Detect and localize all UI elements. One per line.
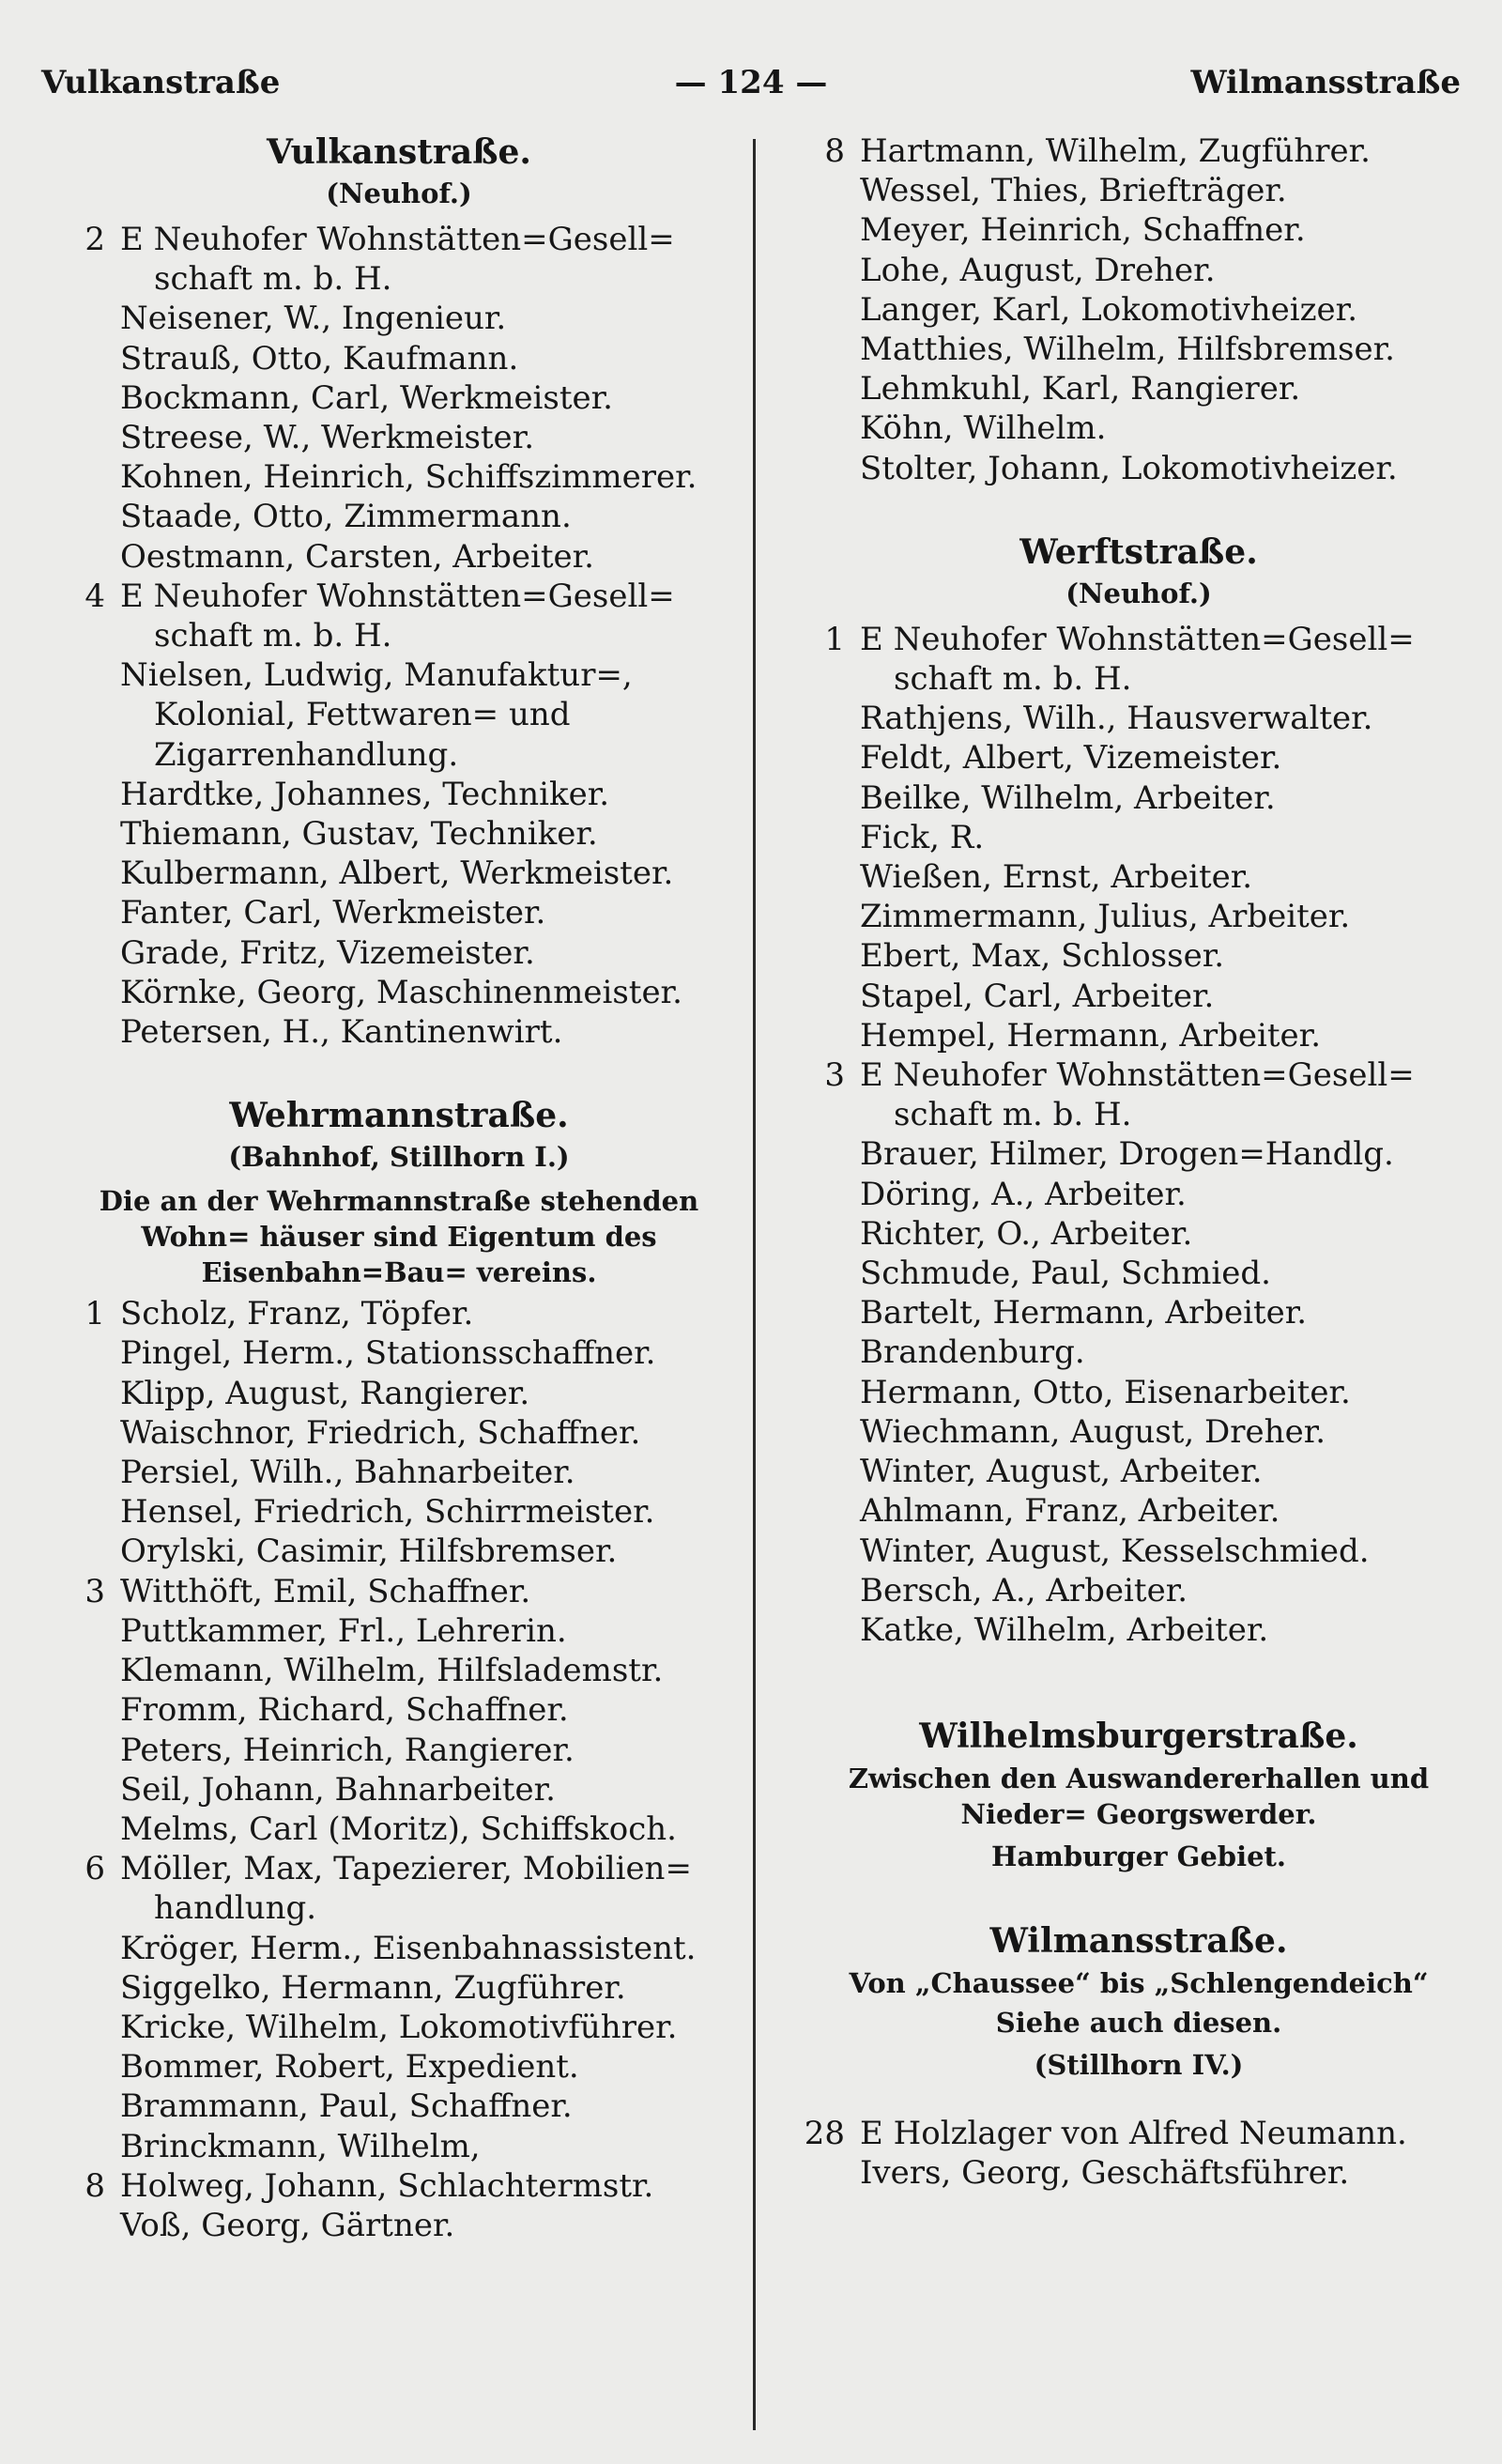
resident-line: Richter, O., Arbeiter. xyxy=(860,1214,1193,1253)
resident-line: Hartmann, Wilhelm, Zugführer. xyxy=(860,132,1371,170)
section-wilhelmsburgerstrasse xyxy=(796,1716,1481,1877)
resident-line: Staade, Otto, Zimmermann. xyxy=(120,498,572,536)
entry-line: E Neuhofer Wohnstätten=Gesell= xyxy=(120,221,675,258)
resident-line: Körnke, Georg, Maschinenmeister. xyxy=(120,973,682,1011)
resident-line: handlung. xyxy=(154,1889,317,1928)
resident-line: Streese, W., Werkmeister. xyxy=(120,419,535,457)
column-divider xyxy=(753,139,756,2430)
resident-line: Peters, Heinrich, Rangierer. xyxy=(120,1731,575,1769)
right-column xyxy=(796,131,1481,2194)
resident-line: Fromm, Richard, Schaffner. xyxy=(120,1691,569,1730)
resident-line: Fanter, Carl, Werkmeister. xyxy=(120,894,546,932)
entry-line: schaft m. b. H. xyxy=(154,260,392,299)
street-area: (Stillhorn IV.) xyxy=(1034,2049,1244,2082)
resident-line: Möller, Max, Tapezierer, Mobilien= xyxy=(120,1850,692,1888)
house-entry xyxy=(56,1294,742,1571)
resident-line: Kulbermann, Albert, Werkmeister. xyxy=(120,855,674,893)
resident-line: Nielsen, Ludwig, Manufaktur=, xyxy=(120,656,633,695)
resident-line: Kolonial, Fettwaren= und xyxy=(154,696,571,734)
house-number: 3 xyxy=(824,1056,845,1095)
street-title: Wilmansstraße. xyxy=(989,1921,1288,1962)
resident-line: Ivers, Georg, Geschäftsführer. xyxy=(860,2154,1350,2193)
resident-line: Scholz, Franz, Töpfer. xyxy=(120,1295,474,1333)
resident-line: Beilke, Wilhelm, Arbeiter. xyxy=(860,778,1276,817)
resident-line: Thiemann, Gustav, Techniker. xyxy=(120,815,598,854)
resident-line: Strauß, Otto, Kaufmann. xyxy=(120,339,519,377)
street-title: Vulkanstraße. xyxy=(267,132,531,172)
house-number: 6 xyxy=(84,1850,105,1888)
entry-line: schaft m. b. H. xyxy=(894,660,1132,699)
section-vulkanstrasse xyxy=(56,131,742,1052)
entry-line: E Holzlager von Alfred Neumann. xyxy=(860,2115,1407,2153)
resident-line: Matthies, Wilhelm, Hilfsbremser. xyxy=(860,331,1395,369)
resident-line: Kricke, Wilhelm, Lokomotivführer. xyxy=(120,2008,678,2046)
resident-line: Stolter, Johann, Lokomotivheizer. xyxy=(860,449,1398,487)
house-entry xyxy=(56,2166,742,2245)
resident-line: Kohnen, Heinrich, Schiffszimmerer. xyxy=(120,458,697,497)
resident-line: Wießen, Ernst, Arbeiter. xyxy=(860,858,1253,897)
resident-line: Hermann, Otto, Eisenarbeiter. xyxy=(860,1373,1351,1411)
section-wehrmannstrasse xyxy=(56,1095,742,2245)
house-entry xyxy=(56,577,742,1052)
resident-line: Zimmermann, Julius, Arbeiter. xyxy=(860,898,1351,936)
section-werftstrasse xyxy=(796,531,1481,1650)
resident-line: Wessel, Thies, Briefträger. xyxy=(860,172,1287,210)
house-number: 8 xyxy=(84,2166,105,2205)
resident-line: Brandenburg. xyxy=(860,1333,1085,1372)
house-number: 28 xyxy=(804,2115,845,2153)
entry-line: E Neuhofer Wohnstätten=Gesell= xyxy=(120,577,675,615)
resident-line: Stapel, Carl, Arbeiter. xyxy=(860,977,1215,1015)
resident-line: Orylski, Casimir, Hilfsbremser. xyxy=(120,1532,618,1571)
house-number: 1 xyxy=(84,1295,105,1333)
resident-line: Zigarrenhandlung. xyxy=(154,735,459,774)
resident-line: Melms, Carl (Moritz), Schiffskoch. xyxy=(120,1810,677,1848)
house-entry xyxy=(796,131,1481,488)
street-title: Wehrmannstraße. xyxy=(229,1096,569,1136)
resident-line: Meyer, Heinrich, Schaffner. xyxy=(860,211,1306,250)
resident-line: Wiechmann, August, Dreher. xyxy=(860,1412,1326,1451)
resident-line: Bersch, A., Arbeiter. xyxy=(860,1571,1188,1609)
resident-line: Brammann, Paul, Schaffner. xyxy=(120,2087,573,2126)
resident-line: Witthöft, Emil, Schaffner. xyxy=(120,1572,531,1610)
resident-line: Schmude, Paul, Schmied. xyxy=(860,1255,1271,1293)
house-entry xyxy=(56,1572,742,1849)
street-area: (Bahnhof, Stillhorn I.) xyxy=(228,1141,570,1174)
house-number: 8 xyxy=(824,132,845,170)
house-number: 3 xyxy=(84,1572,105,1610)
resident-line: Döring, A., Arbeiter. xyxy=(860,1175,1187,1213)
resident-line: Waischnor, Friedrich, Schaffner. xyxy=(120,1413,641,1452)
resident-line: Langer, Karl, Lokomotivheizer. xyxy=(860,290,1358,329)
resident-line: Brauer, Hilmer, Drogen=Handlg. xyxy=(860,1135,1394,1174)
house-number: 1 xyxy=(824,620,845,658)
resident-line: Brinckmann, Wilhelm, xyxy=(120,2127,481,2165)
resident-line: Bockmann, Carl, Werkmeister. xyxy=(120,378,613,417)
section-wilmansstrasse xyxy=(796,1920,1481,2193)
resident-line: Hensel, Friedrich, Schirrmeister. xyxy=(120,1493,655,1532)
resident-line: Klipp, August, Rangierer. xyxy=(120,1374,530,1412)
street-note: Die an der Wehrmannstraße stehenden Wohn= häuser sind Eigentum des Eisenbahn=Bau= vereins. xyxy=(99,1185,699,1289)
resident-line: Siggelko, Hermann, Zugführer. xyxy=(120,1968,626,2007)
resident-line: Voß, Georg, Gärtner. xyxy=(120,2206,455,2244)
resident-line: Oestmann, Carsten, Arbeiter. xyxy=(120,537,594,576)
resident-line: Persiel, Wilh., Bahnarbeiter. xyxy=(120,1454,575,1492)
street-note: Von „Chaussee“ bis „Schlengendeich“ xyxy=(849,1967,1429,2000)
entry-line: E Neuhofer Wohnstätten=Gesell= xyxy=(860,620,1415,658)
entry-line: E Neuhofer Wohnstätten=Gesell= xyxy=(860,1056,1415,1095)
entry-line: schaft m. b. H. xyxy=(894,1096,1132,1134)
house-entry xyxy=(796,2114,1481,2193)
resident-line: Ahlmann, Franz, Arbeiter. xyxy=(860,1492,1280,1531)
resident-line: Hardtke, Johannes, Techniker. xyxy=(120,775,610,813)
house-entry xyxy=(796,1055,1481,1650)
resident-line: Winter, August, Arbeiter. xyxy=(860,1453,1263,1491)
resident-line: Rathjens, Wilh., Hausverwalter. xyxy=(860,700,1373,738)
house-entry xyxy=(56,1849,742,2166)
resident-line: Ebert, Max, Schlosser. xyxy=(860,937,1225,976)
resident-line: Katke, Wilhelm, Arbeiter. xyxy=(860,1610,1269,1649)
street-area: Hamburger Gebiet. xyxy=(990,1840,1287,1873)
resident-line: Grade, Fritz, Vizemeister. xyxy=(120,933,535,972)
street-note: Siehe auch diesen. xyxy=(995,2007,1282,2040)
house-entry xyxy=(796,620,1481,1055)
page-header xyxy=(41,64,1461,111)
street-area: (Neuhof.) xyxy=(326,177,472,209)
house-entry xyxy=(56,220,742,577)
page-number: — 124 — xyxy=(674,64,828,101)
street-area: (Neuhof.) xyxy=(1065,577,1212,609)
entry-line: schaft m. b. H. xyxy=(154,617,392,655)
resident-line: Lehmkuhl, Karl, Rangierer. xyxy=(860,370,1301,408)
resident-line: Holweg, Johann, Schlachtermstr. xyxy=(120,2166,654,2205)
header-right-street: Wilmansstraße xyxy=(1190,64,1461,101)
resident-line: Bartelt, Hermann, Arbeiter. xyxy=(860,1294,1308,1332)
house-number: 4 xyxy=(84,577,105,615)
resident-line: Fick, R. xyxy=(860,818,985,856)
resident-line: Seil, Johann, Bahnarbeiter. xyxy=(120,1770,556,1809)
section-wehrmannstrasse-continued xyxy=(796,131,1481,488)
resident-line: Hempel, Hermann, Arbeiter. xyxy=(860,1016,1322,1055)
house-number: 2 xyxy=(84,221,105,258)
resident-line: Feldt, Albert, Vizemeister. xyxy=(860,739,1282,778)
street-note: Zwischen den Auswandererhallen und Nieder= Georgswerder. xyxy=(848,1763,1430,1831)
resident-line: Puttkammer, Frl., Lehrerin. xyxy=(120,1611,567,1650)
street-title: Werftstraße. xyxy=(1019,531,1258,572)
resident-line: Lohe, August, Dreher. xyxy=(860,251,1216,289)
resident-line: Pingel, Herm., Stationsschaffner. xyxy=(120,1334,656,1373)
resident-line: Bommer, Robert, Expedient. xyxy=(120,2048,579,2087)
resident-line: Köhn, Wilhelm. xyxy=(860,409,1107,448)
resident-line: Klemann, Wilhelm, Hilfslademstr. xyxy=(120,1652,664,1690)
resident-line: Winter, August, Kesselschmied. xyxy=(860,1532,1370,1570)
resident-line: Neisener, W., Ingenieur. xyxy=(120,300,507,338)
street-title: Wilhelmsburgerstraße. xyxy=(919,1717,1358,1757)
header-left-street: Vulkanstraße xyxy=(41,64,281,101)
left-column xyxy=(56,131,742,2245)
resident-line: Kröger, Herm., Eisenbahnassistent. xyxy=(120,1929,697,1967)
resident-line: Petersen, H., Kantinenwirt. xyxy=(120,1013,563,1052)
